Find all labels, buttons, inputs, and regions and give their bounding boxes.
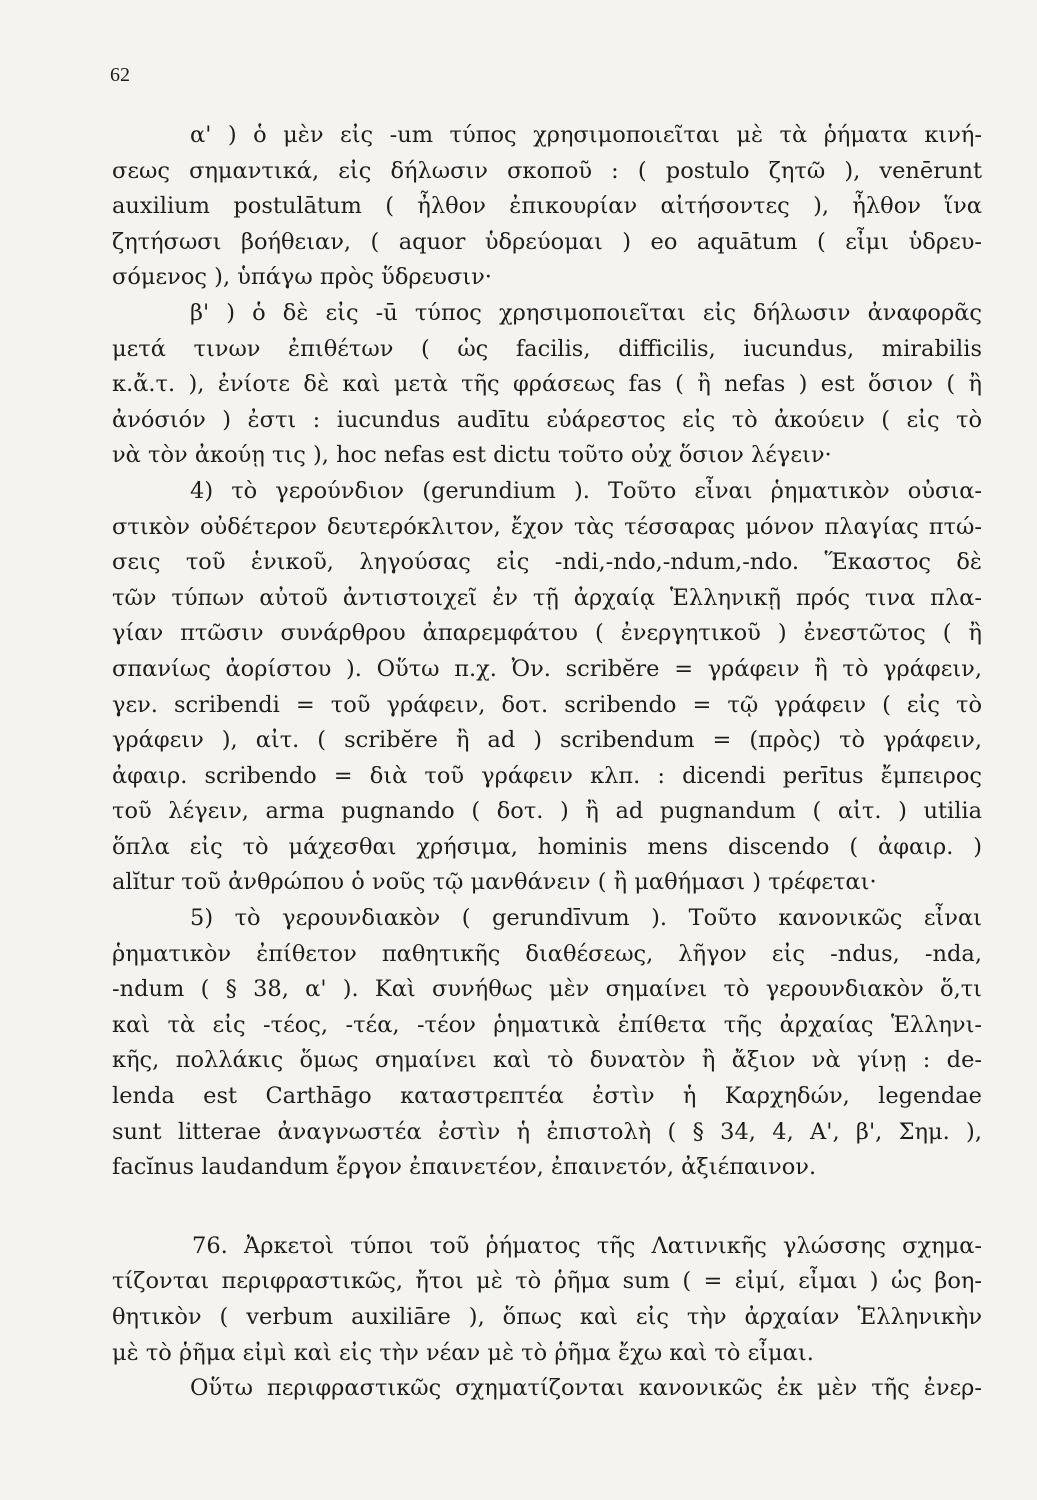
text-line: μὲ τὸ ῥῆμα εἰμὶ καὶ εἰς τὴν νέαν μὲ τὸ ῥῆμα ἔχω καὶ τὸ εἶμαι. [112,1339,814,1366]
text-line: μετά τινων ἐπιθέτων ( ὡς facilis, difficilis, iucundus, mirabilis [112,335,982,362]
text-line: auxilium postulātum ( ἦλθον ἐπικουρίαν αἰτήσοντες ), ἦλθον ἵνα [112,193,982,220]
section-76-heading-line: 76. Ἀρκετοὶ τύποι τοῦ ῥήματος τῆς Λατινικῆς γλώσσης σχημα- [192,1232,982,1259]
text-line: κῆς, πολλάκις ὅμως σημαίνει καὶ τὸ δυνατὸν ἢ ἄξιον νὰ γίνῃ : de- [112,1047,982,1074]
text-line: τίζονται περιφραστικῶς, ἤτοι μὲ τὸ ῥῆμα sum ( = εἰμί, εἶμαι ) ὡς βοη- [112,1268,982,1295]
text-line: 4) τὸ γερούνδιον (gerundium ). Τοῦτο εἶναι ῥηματικὸν οὐσια- [190,477,982,504]
text-line: θητικὸν ( verbum auxiliāre ), ὅπως καὶ εἰς τὴν ἀρχαίαν Ἑλληνικὴν [112,1304,982,1330]
text-line: γράφειν ), αἰτ. ( scribĕre ἢ ad ) scribendum = (πρὸς) τὸ γράφειν, [112,727,982,754]
text-line: κ.ἄ.τ. ), ἐνίοτε δὲ καὶ μετὰ τῆς φράσεως fas ( ἢ nefas ) est ὅσιον ( ἢ [112,371,982,398]
text-line: sunt litterae ἀναγνωστέα ἐστὶν ἡ ἐπιστολὴ ( § 34, 4, Α', β', Σημ. ), [112,1118,982,1145]
page-body [112,118,982,1407]
text-line: facĭnus laudandum ἔργον ἐπαινετέον, ἐπαινετόν, ἀξιέπαινον. [112,1154,817,1181]
text-line: τοῦ λέγειν, arma pugnando ( δοτ. ) ἢ ad pugnandum ( αἰτ. ) utilia [112,798,982,825]
text-line: Οὕτω περιφραστικῶς σχηματίζονται κανονικῶς ἐκ μὲν τῆς ἐνερ- [190,1375,982,1402]
text-line: -ndum ( § 38, α' ). Καὶ συνήθως μὲν σημαίνει τὸ γερουνδιακὸν ὅ,τι [112,976,982,1003]
text-line: σεως σημαντικά, εἰς δήλωσιν σκοποῦ : ( postulo ζητῶ ), venērunt [112,157,982,184]
text-line: σπανίως ἀορίστου ). Οὕτω π.χ. Ὀν. scribĕre = γράφειν ἢ τὸ γράφειν, [112,655,982,682]
text-line: ἀφαιρ. scribendo = διὰ τοῦ γράφειν κλπ. : dicendi perītus ἔμπειρος [112,762,982,789]
text-line: 5) τὸ γερουνδιακὸν ( gerundīvum ). Τοῦτο κανονικῶς εἶναι [190,905,982,932]
page-number: 62 [110,64,130,86]
text-line: ῥηματικὸν ἐπίθετον παθητικῆς διαθέσεως, λῆγον εἰς -ndus, -nda, [112,940,982,967]
text-line: σεις τοῦ ἑνικοῦ, ληγούσας εἰς -ndi,-ndo,-ndum,-ndo. Ἕκαστος δὲ [112,549,982,576]
text-line: στικὸν οὐδέτερον δευτερόκλιτον, ἔχον τὰς τέσσαρας μόνον πλαγίας πτώ- [112,513,982,540]
text-line: α' ) ὁ μὲν εἰς -um τύπος χρησιμοποιεῖται μὲ τὰ ῥήματα κινή- [190,122,982,148]
text-line: β' ) ὁ δὲ εἰς -ū τύπος χρησιμοποιεῖται εἰς δήλωσιν ἀναφορᾶς [190,299,982,326]
text-line: ὅπλα εἰς τὸ μάχεσθαι χρήσιμα, hominis mens discendo ( ἀφαιρ. ) [112,833,982,860]
text-line: καὶ τὰ εἰς -τέος, -τέα, -τέον ῥηματικὰ ἐπίθετα τῆς ἀρχαίας Ἑλληνι- [112,1011,982,1038]
text-line: νὰ τὸν ἀκούῃ τις ), hoc nefas est dictu τοῦτο οὐχ ὅσιον λέγειν· [112,442,832,469]
text-line: σόμενος ), ὑπάγω πρὸς ὕδρευσιν· [112,264,492,291]
text-line: ἀνόσιόν ) ἐστι : iucundus audītu εὐάρεστος εἰς τὸ ἀκούειν ( εἰς τὸ [112,406,982,433]
text-line: alĭtur τοῦ ἀνθρώπου ὁ νοῦς τῷ μανθάνειν ( ἢ μαθήμασι ) τρέφεται· [112,869,877,896]
text-line: γεν. scribendi = τοῦ γράφειν, δοτ. scribendo = τῷ γράφειν ( εἰς τὸ [112,691,982,718]
text-line: ζητήσωσι βοήθειαν, ( aquor ὑδρεύομαι ) eo aquātum ( εἶμι ὑδρευ- [112,228,982,255]
text-line: γίαν πτῶσιν συνάρθρου ἀπαρεμφάτου ( ἐνεργητικοῦ ) ἐνεστῶτος ( ἢ [112,620,982,647]
text-line: lenda est Carthāgo καταστρεπτέα ἐστὶν ἡ Καρχηδών, legendae [112,1083,982,1110]
text-line: τῶν τύπων αὐτοῦ ἀντιστοιχεῖ ἐν τῇ ἀρχαίᾳ Ἑλληνικῇ πρός τινα πλα- [112,584,982,611]
